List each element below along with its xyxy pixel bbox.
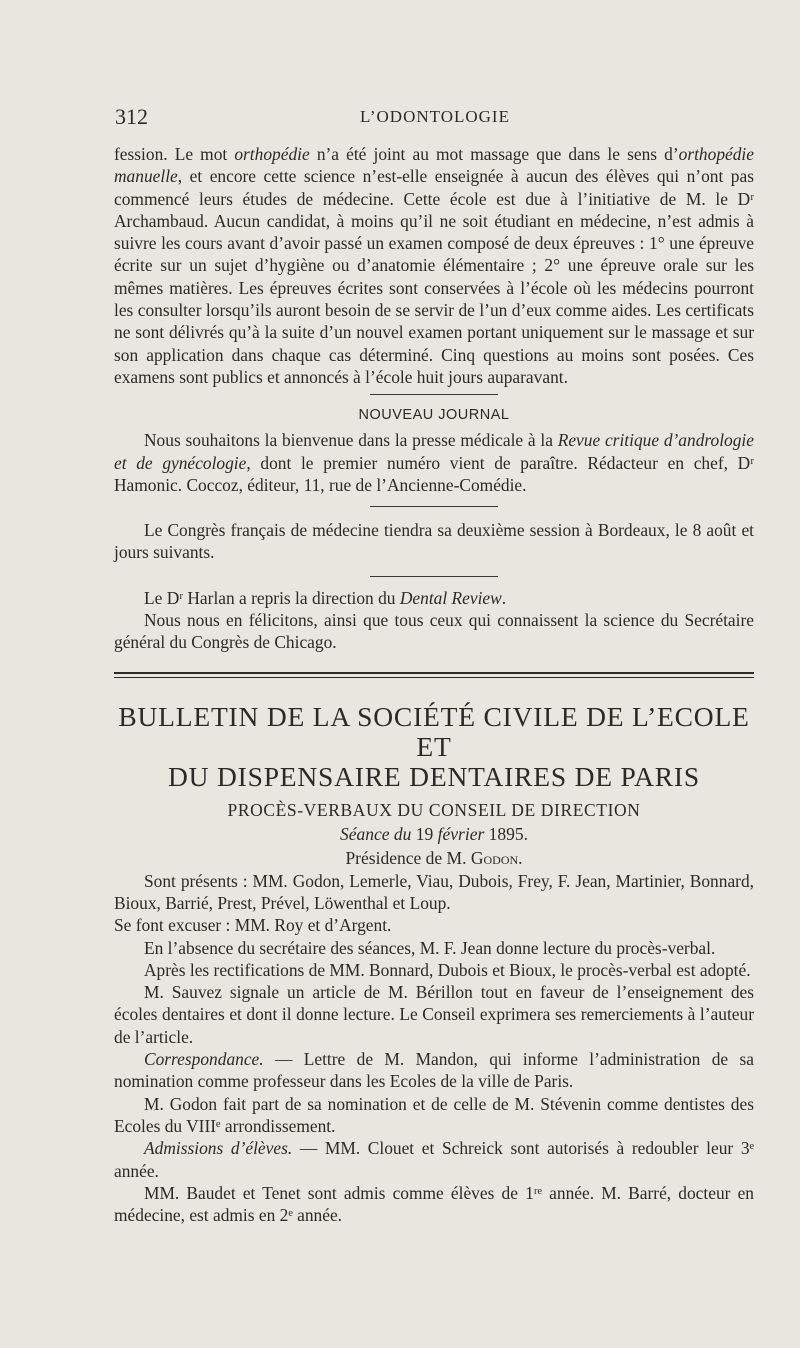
page-header [115, 104, 755, 134]
page-content [114, 143, 754, 1226]
paragraph-godon-nomination: M. Godon fait part de sa nomination et de celle de M. Stévenin comme dentistes des Ecoles du VIIIᵉ arrondissement. [114, 1093, 754, 1136]
section-double-rule [114, 672, 754, 678]
paragraph-congres: Le Congrès français de médecine tiendra sa deuxième session à Bordeaux, le 8 août et jours suivants. [114, 520, 754, 563]
session-date: Séance du 19 février 1895. [339, 823, 529, 844]
separator-rule [370, 506, 498, 507]
paragraph-presents: Sont présents : MM. Godon, Lemerle, Viau, Dubois, Frey, F. Jean, Martinier, Bonnard, Bioux, Barrié, Prest, Prével, Löwenthal et Loup. [114, 870, 754, 913]
page-number: 312 [115, 104, 148, 129]
bulletin-title-line-1: BULLETIN DE LA SOCIÉTÉ CIVILE DE L’ECOLE ET [118, 700, 750, 762]
paragraph-nouveau-journal: Nous souhaitons la bienvenue dans la presse médicale à la Revue critique d’andrologie et de gynécologie, dont le premier numéro vient de paraître. Rédacteur en chef, Dʳ Hamonic. Coccoz, éditeur, 11, rue de l’Ancienne-Comédie. [114, 430, 754, 495]
paragraph-admissions: Admissions d’élèves. — MM. Clouet et Schreick sont autorisés à redoubler leur 3ᵉ année. [114, 1138, 754, 1181]
paragraph-excuses: Se font excuser : MM. Roy et d’Argent. [114, 915, 392, 936]
paragraph-felicitations: Nous nous en félicitons, ainsi que tous ceux qui connaissent la science du Secrétaire général du Congrès de Chicago. [114, 610, 754, 653]
separator-rule [370, 576, 498, 577]
paragraph-absence: En l’absence du secrétaire des séances, M. F. Jean donne lecture du procès-verbal. [144, 937, 716, 958]
paragraph-correspondance: Correspondance. — Lettre de M. Mandon, qui informe l’administration de sa nomination comme professeur dans les Ecoles de la ville de Paris. [114, 1049, 754, 1092]
presidence-line: Présidence de M. Godon. [345, 847, 523, 868]
section-heading-nouveau-journal: NOUVEAU JOURNAL [358, 407, 510, 424]
paragraph-baudet-tenet: MM. Baudet et Tenet sont admis comme élèves de 1ʳᵉ année. M. Barré, docteur en médecine, est admis en 2ᵉ année. [114, 1182, 754, 1226]
paragraph-rectifications: Après les rectifications de MM. Bonnard, Dubois et Bioux, le procès-verbal est adopté. [144, 959, 751, 980]
paragraph-orthopedie: fession. Le mot orthopédie n’a été joint au mot massage que dans le sens d’orthopédie manuelle, et encore cette science n’est-elle enseignée à aucun des élèves qui n’ont pas commencé leurs études de médecine. Cette école est due à l’initiative de M. le Dʳ Archambaud. Aucun candidat, à moins qu’il ne soit étudiant en médecine, n’est admis à suivre les cours avant d’avoir passé un examen composé de deux épreuves : 1° une épreuve écrite sur un sujet d’hygiène ou d’anatomie élémentaire ; 2° une épreuve orale sur les mêmes matières. Les épreuves écrites sont conservées à l’école où les médecins pourront les consulter lorsqu’ils auront besoin de se servir de l’un d’eux comme aides. Les certificats ne sont délivrés qu’à la suite d’un nouvel examen portant uniquement sur le massage et sur son application dans chaque cas déterminé. Cinq questions au moins sont posées. Ces examens sont publics et annoncés à l’école huit jours auparavant. [114, 144, 754, 387]
bulletin-title-line-2: DU DISPENSAIRE DENTAIRES DE PARIS [168, 760, 700, 792]
paragraph-harlan: Le Dʳ Harlan a repris la direction du Dental Review. [144, 587, 507, 608]
paragraph-sauvez: M. Sauvez signale un article de M. Bérillon tout en faveur de l’enseignement des écoles dentaires et dont il donne lecture. Le Conseil exprimera ses remerciements à l’auteur de l’article. [114, 982, 754, 1047]
bulletin-subtitle: PROCÈS-VERBAUX DU CONSEIL DE DIRECTION [227, 799, 641, 820]
running-title: L’ODONTOLOGIE [360, 107, 510, 126]
separator-rule [370, 394, 498, 395]
